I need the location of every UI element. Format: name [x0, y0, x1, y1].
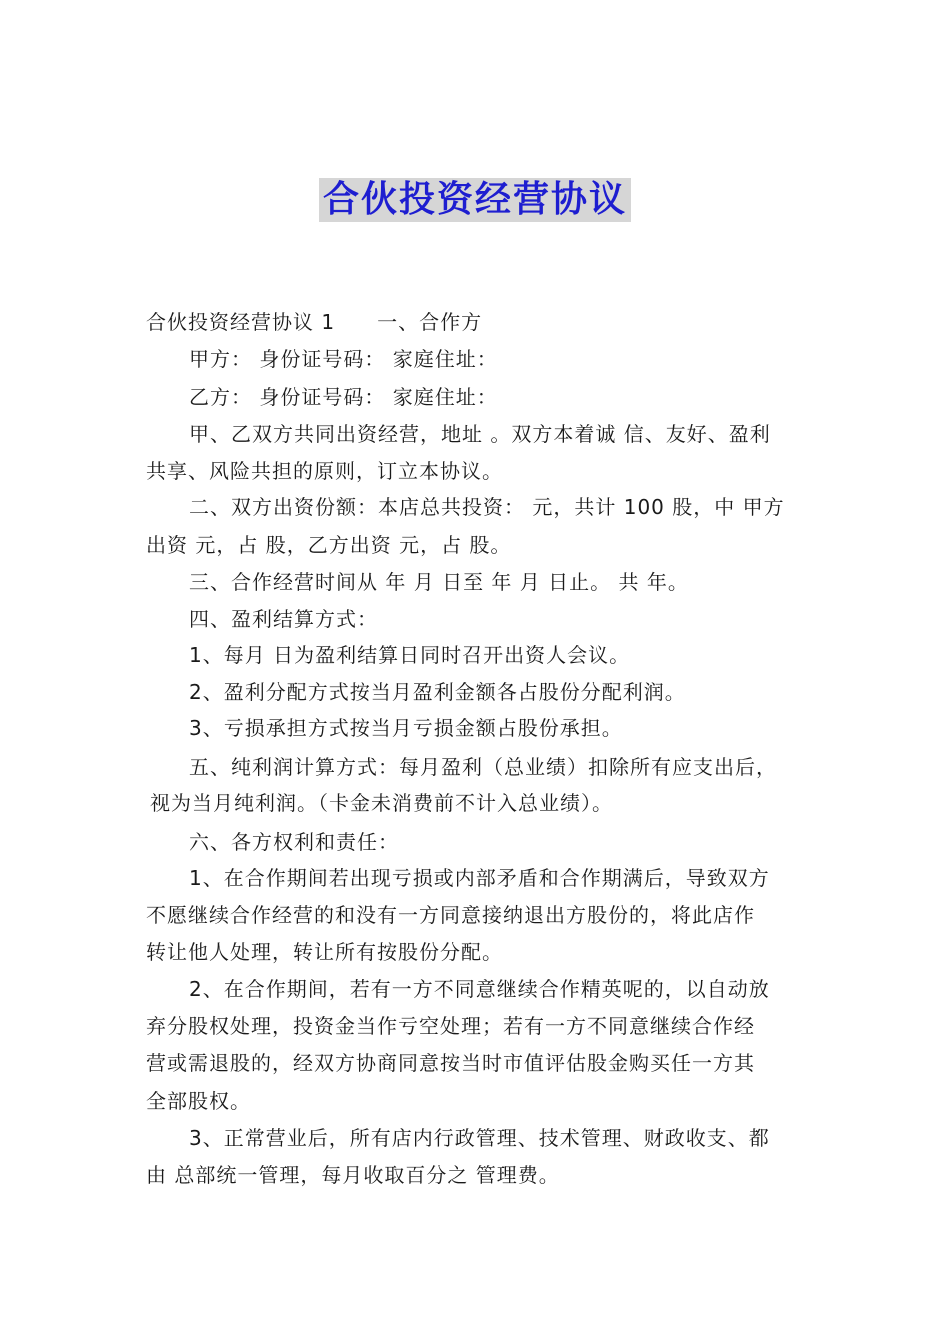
document-title-wrapper [0, 178, 950, 222]
text-line: 合伙投资经营协议 1 一、合作方 [146, 310, 483, 334]
text-line: 五、纯利润计算方式：每月盈利（总业绩）扣除所有应支出后， [189, 755, 777, 779]
text-line: 六、各方权利和责任： [189, 830, 399, 854]
text-line: 3、亏损承担方式按当月亏损金额占股份承担。 [189, 716, 623, 740]
text-line: 弃分股权处理，投资金当作亏空处理；若有一方不同意继续合作经 [146, 1014, 755, 1038]
text-line: 转让他人处理，转让所有按股份分配。 [146, 940, 503, 964]
text-line: 共享、风险共担的原则，订立本协议。 [146, 459, 503, 483]
document-title: 合伙投资经营协议 [319, 178, 631, 222]
text-line: 全部股权。 [146, 1089, 251, 1113]
text-line: 营或需退股的，经双方协商同意按当时市值评估股金购买任一方其 [146, 1051, 755, 1075]
text-line: 由 总部统一管理，每月收取百分之 管理费。 [146, 1163, 560, 1187]
text-line: 1、每月 日为盈利结算日同时召开出资人会议。 [189, 643, 631, 667]
text-line: 2、盈利分配方式按当月盈利金额各占股份分配利润。 [189, 680, 686, 704]
text-line: 2、在合作期间，若有一方不同意继续合作精英呢的，以自动放 [189, 977, 770, 1001]
text-line: 甲、乙双方共同出资经营，地址 。双方本着诚 信、友好、盈利 [189, 422, 771, 446]
text-line: 四、盈利结算方式： [189, 607, 378, 631]
text-line: 甲方： 身份证号码： 家庭住址： [189, 347, 498, 371]
text-line: 出资 元，占 股，乙方出资 元，占 股。 [146, 533, 512, 557]
text-line: 三、合作经营时间从 年 月 日至 年 月 日止。 共 年。 [189, 570, 689, 594]
text-line: 不愿继续合作经营的和没有一方同意接纳退出方股份的，将此店作 [146, 903, 755, 927]
text-line: 乙方： 身份证号码： 家庭住址： [189, 385, 498, 409]
text-line: 1、在合作期间若出现亏损或内部矛盾和合作期满后，导致双方 [189, 866, 770, 890]
text-line: 视为当月纯利润。（卡金未消费前不计入总业绩）。 [150, 791, 613, 815]
text-line: 3、正常营业后，所有店内行政管理、技术管理、财政收支、都 [189, 1126, 770, 1150]
text-line: 二、双方出资份额：本店总共投资： 元，共计 100 股，中 甲方 [189, 495, 785, 519]
